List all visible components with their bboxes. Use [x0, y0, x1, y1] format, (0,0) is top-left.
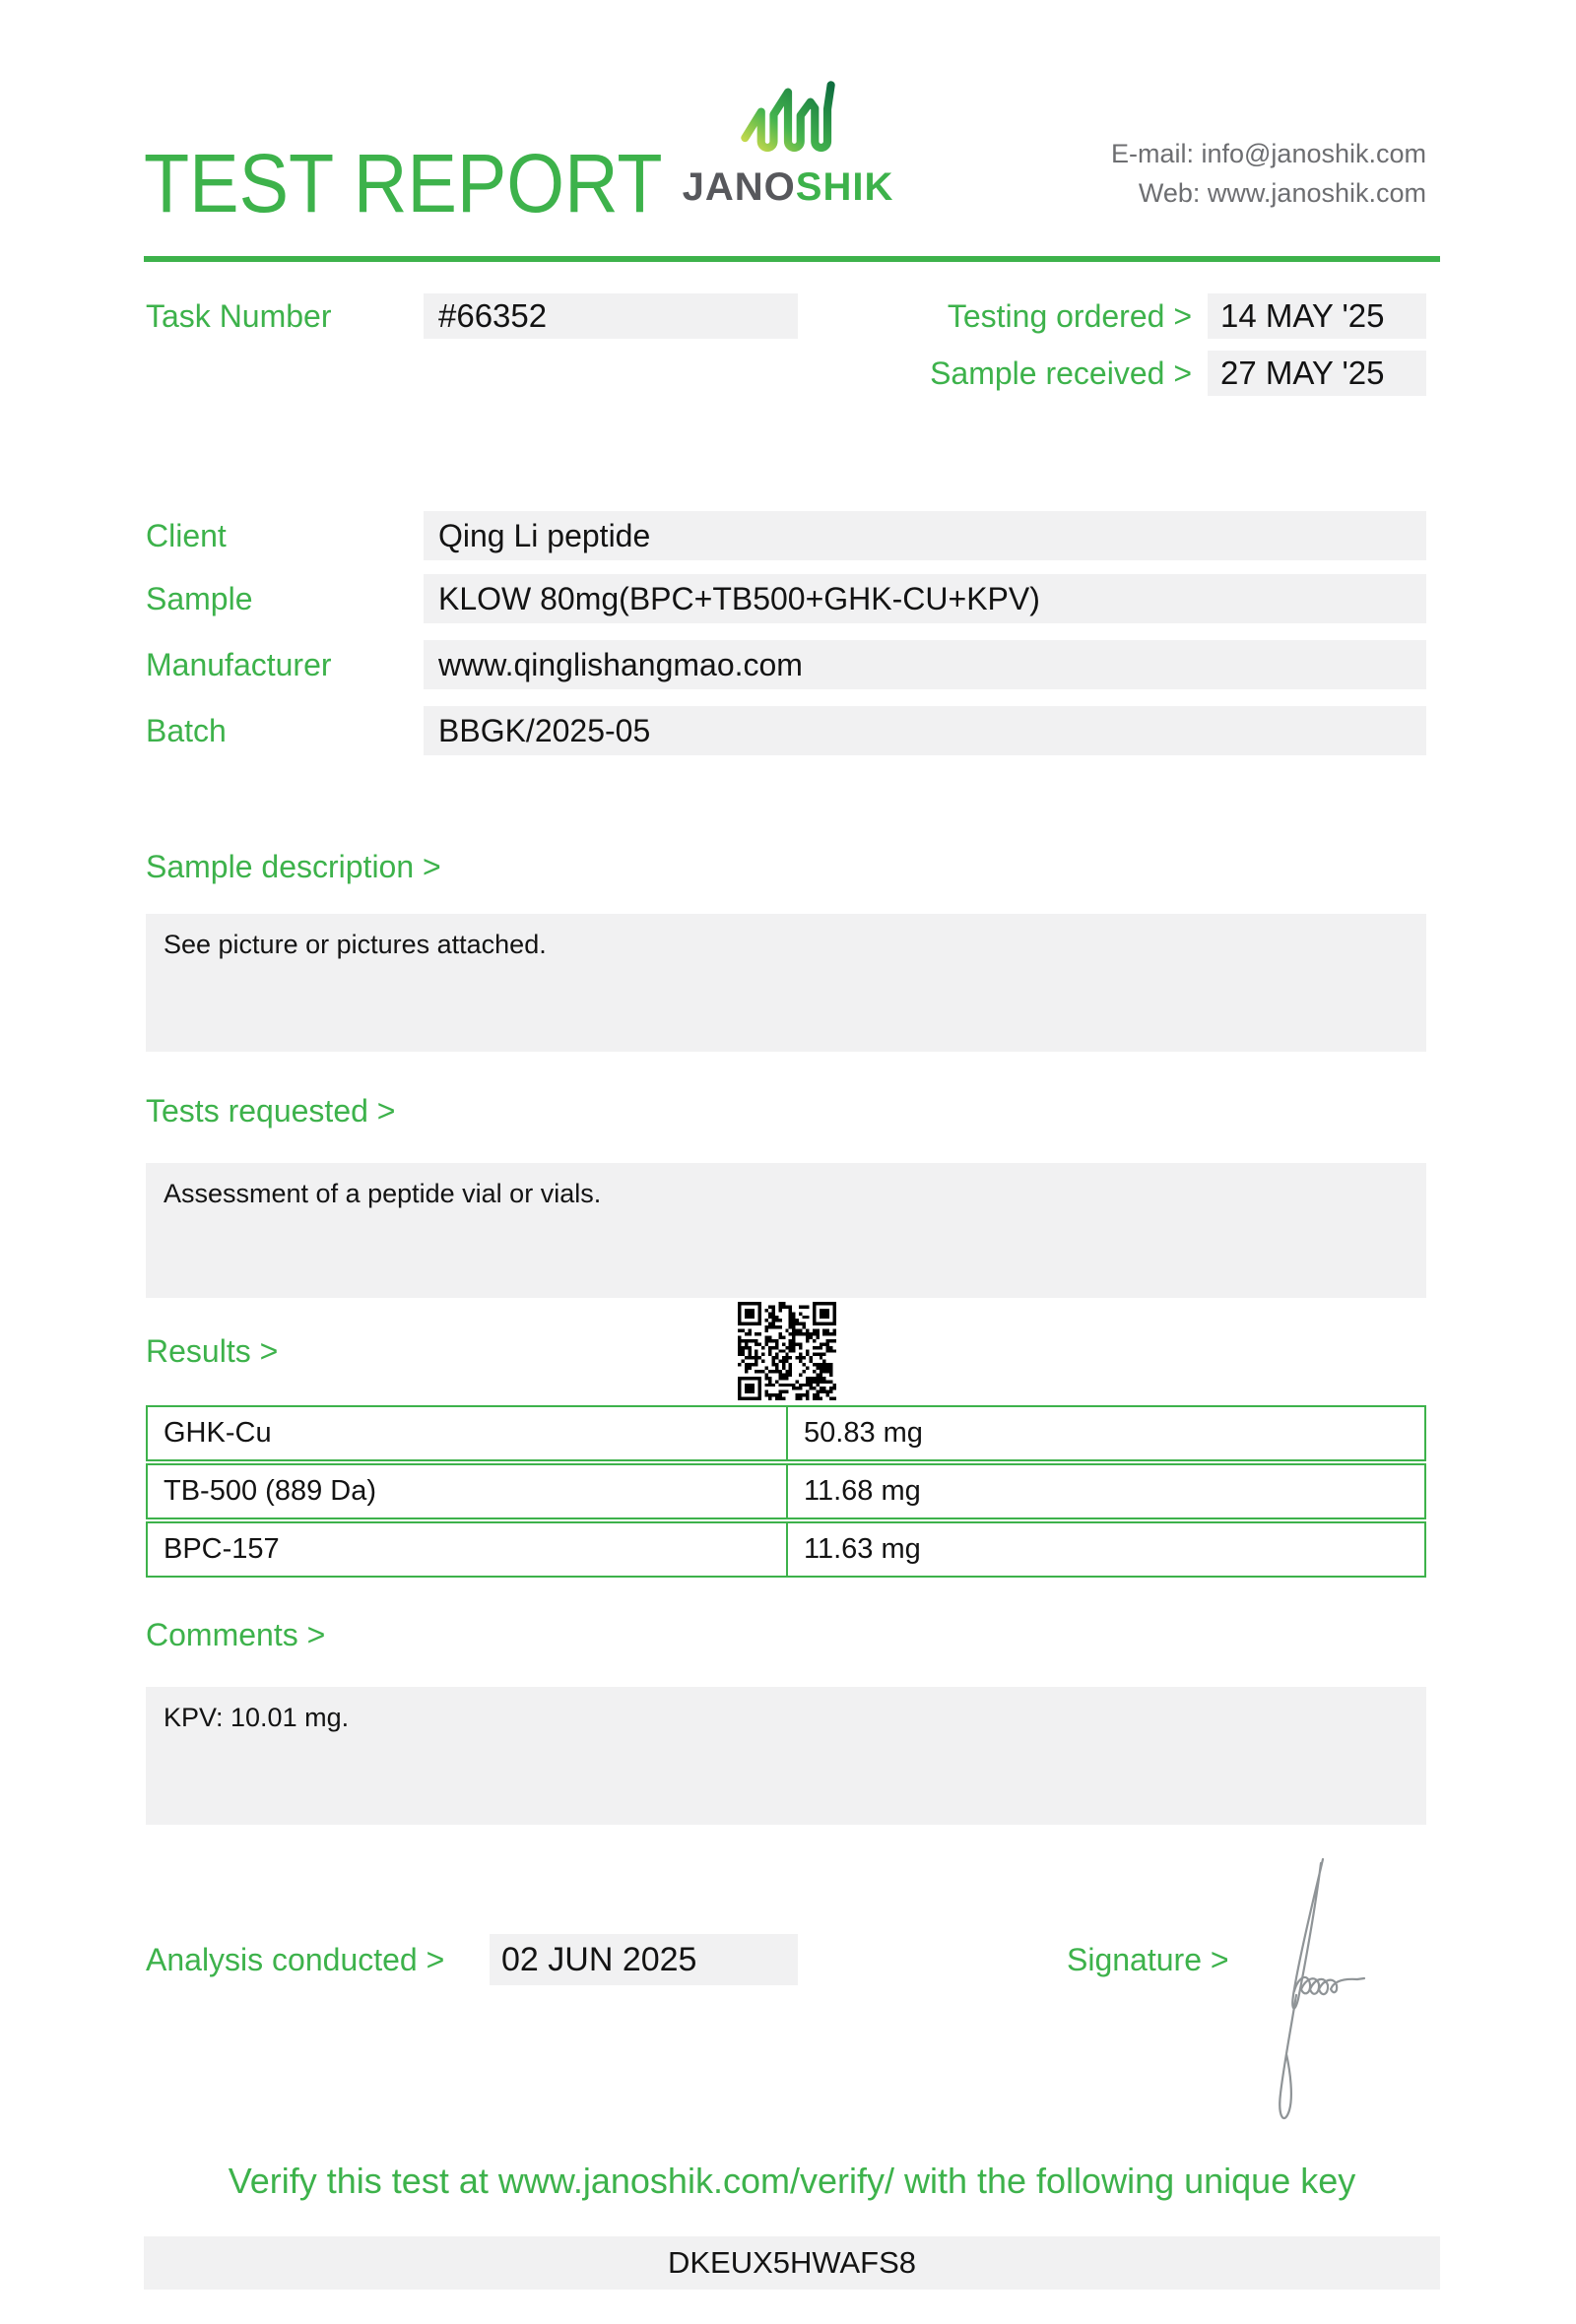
- manufacturer-value: www.qinglishangmao.com: [438, 647, 803, 682]
- sample-label: Sample: [146, 581, 253, 616]
- comments-body: KPV: 10.01 mg.: [164, 1703, 350, 1732]
- comments-box: [146, 1687, 1426, 1825]
- qr-code: [738, 1302, 836, 1400]
- analyte-cell: BPC-157: [148, 1523, 788, 1576]
- web-value: www.janoshik.com: [1207, 178, 1426, 208]
- signature-scribble: [1264, 1849, 1397, 2140]
- amount-cell: 11.68 mg: [804, 1475, 921, 1507]
- testing-ordered-value: 14 MAY '25: [1220, 297, 1385, 334]
- sample-description-heading: Sample description >: [146, 849, 441, 884]
- tests-requested-heading: Tests requested >: [146, 1093, 396, 1129]
- manufacturer-label: Manufacturer: [146, 647, 332, 682]
- table-row: [146, 1521, 1426, 1578]
- janoshik-logo: [665, 77, 911, 210]
- tests-requested-box: [146, 1163, 1426, 1298]
- sample-description-box: [146, 914, 1426, 1052]
- analysis-date-box: [490, 1934, 798, 1985]
- analyte-cell: TB-500 (889 Da): [148, 1465, 788, 1517]
- testing-ordered-label: Testing ordered >: [947, 298, 1192, 334]
- tests-requested-body: Assessment of a peptide vial or vials.: [164, 1179, 602, 1208]
- unique-key-value: DKEUX5HWAFS8: [667, 2245, 917, 2280]
- testing-ordered-box: [1208, 293, 1426, 339]
- sample-description-body: See picture or pictures attached.: [164, 930, 547, 959]
- comments-heading: Comments >: [146, 1617, 326, 1652]
- verify-instruction: Verify this test at www.janoshik.com/verify/ with the following unique key: [228, 2161, 1356, 2201]
- analysis-date-value: 02 JUN 2025: [501, 1941, 697, 1978]
- batch-value-box: [424, 706, 1426, 755]
- batch-value: BBGK/2025-05: [438, 713, 651, 748]
- sample-received-label: Sample received >: [930, 355, 1192, 391]
- table-row: [146, 1405, 1426, 1461]
- client-value: Qing Li peptide: [438, 518, 651, 553]
- analysis-conducted-label: Analysis conducted >: [146, 1942, 445, 1977]
- chart-mountain-icon: [739, 77, 837, 160]
- task-number-value: #66352: [438, 297, 548, 334]
- logo-jano: JANO: [682, 165, 796, 209]
- logo-wordmark: [665, 165, 911, 210]
- amount-cell: 50.83 mg: [804, 1417, 923, 1449]
- web-label: Web:: [1138, 178, 1201, 208]
- contact-email-line: [1111, 134, 1426, 173]
- batch-label: Batch: [146, 713, 227, 748]
- client-value-box: [424, 511, 1426, 560]
- results-heading: Results >: [146, 1333, 279, 1369]
- manufacturer-value-box: [424, 640, 1426, 689]
- email-value: info@janoshik.com: [1201, 139, 1426, 168]
- page-title: TEST REPORT: [144, 137, 663, 229]
- analyte-cell: GHK-Cu: [148, 1407, 788, 1459]
- sample-value-box: [424, 574, 1426, 623]
- task-number-label: Task Number: [146, 298, 332, 334]
- contact-web-line: [1111, 173, 1426, 213]
- amount-cell: 11.63 mg: [804, 1533, 921, 1565]
- email-label: E-mail:: [1110, 139, 1194, 168]
- sample-received-value: 27 MAY '25: [1220, 355, 1385, 391]
- task-number-box: [424, 293, 798, 339]
- sample-value: KLOW 80mg(BPC+TB500+GHK-CU+KPV): [438, 581, 1040, 616]
- sample-received-box: [1208, 351, 1426, 396]
- unique-key-box: [144, 2236, 1440, 2290]
- header-divider: [144, 256, 1440, 262]
- logo-shik: SHIK: [795, 165, 894, 209]
- contact-block: [1111, 134, 1426, 213]
- client-label: Client: [146, 518, 227, 553]
- table-row: [146, 1463, 1426, 1519]
- signature-label: Signature >: [1067, 1942, 1229, 1977]
- results-table: [146, 1405, 1426, 1580]
